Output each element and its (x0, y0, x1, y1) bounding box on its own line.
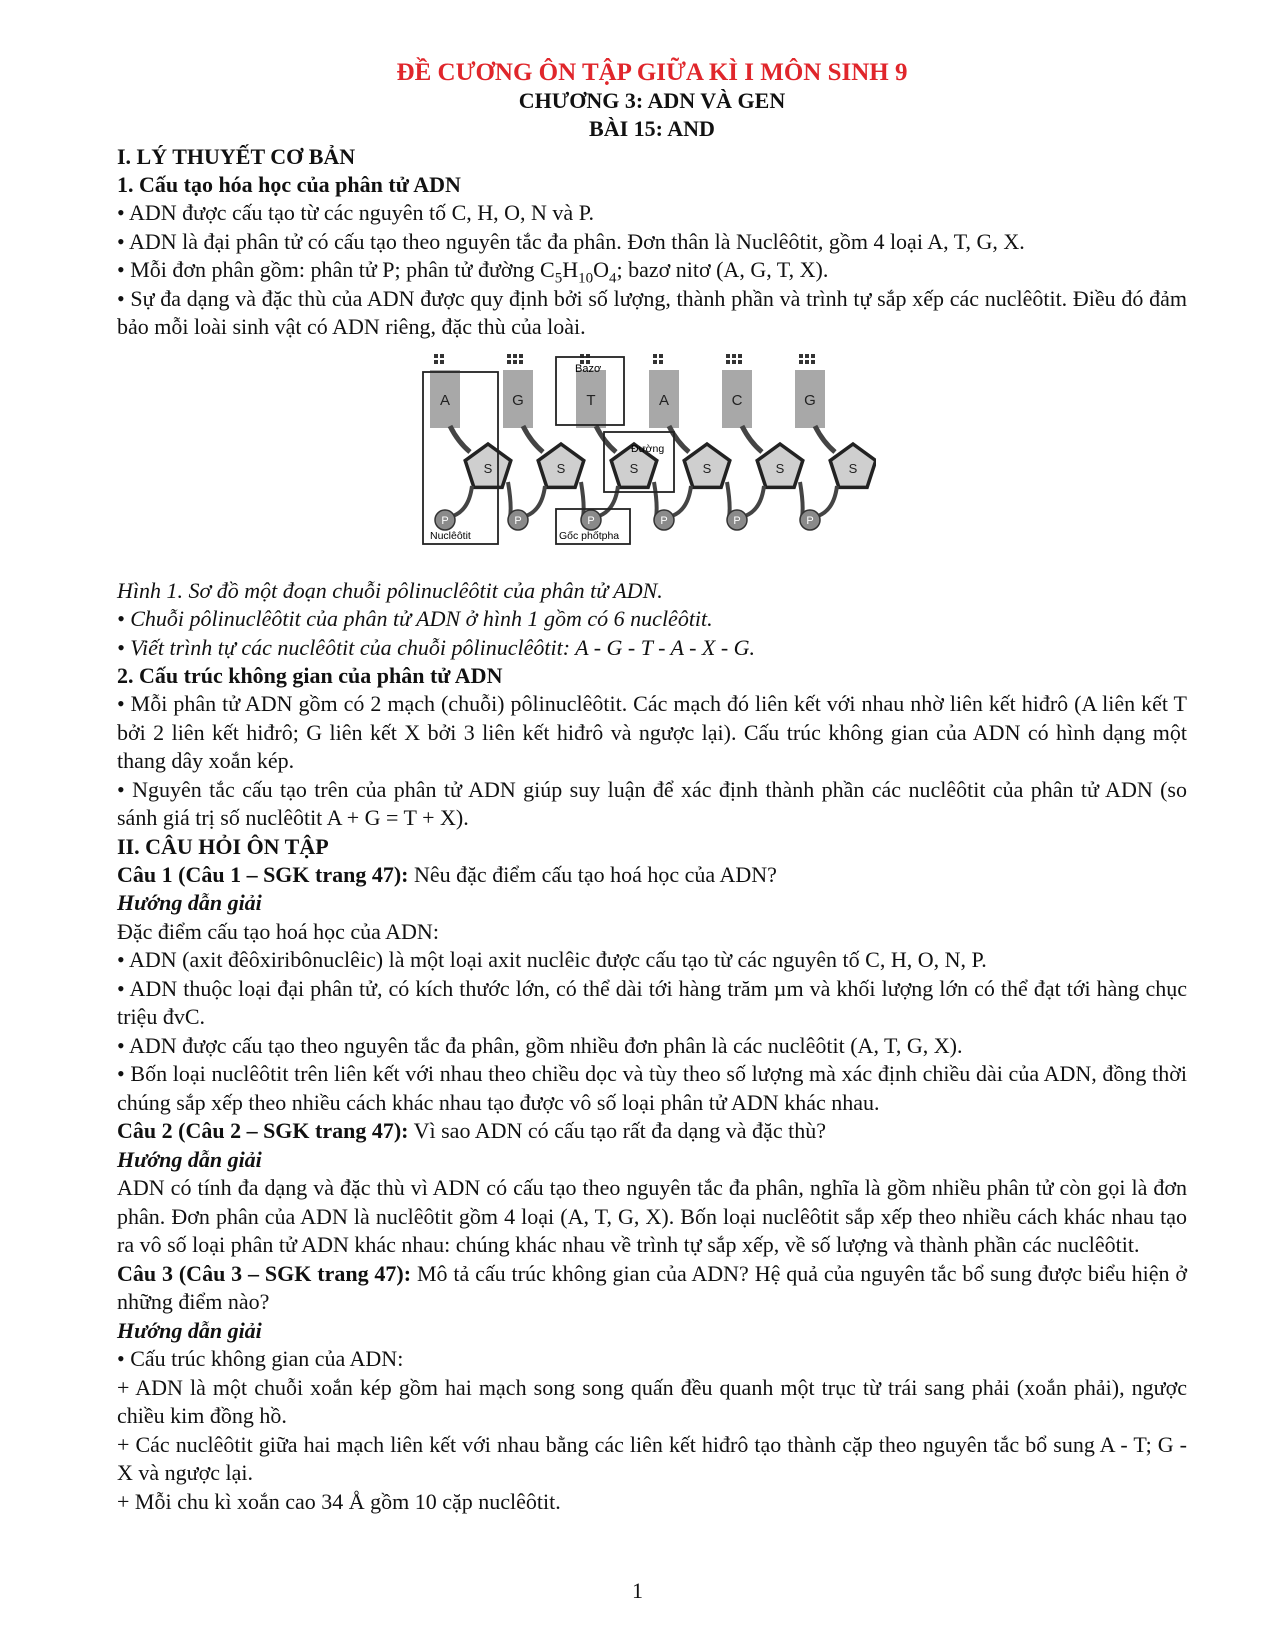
hydrogen-bond-dot (440, 354, 444, 358)
base-sugar-link (669, 426, 689, 452)
hydrogen-bond-dot (513, 354, 517, 358)
hydrogen-bond-dot (434, 354, 438, 358)
base-sugar-link (815, 426, 835, 452)
document-title: ĐỀ CƯƠNG ÔN TẬP GIỮA KÌ I MÔN SINH 9 (396, 59, 908, 86)
phosphodiester-link (727, 482, 730, 517)
answer-1-b2: • ADN thuộc loại đại phân tử, có kích thước lớn, có thể dài tới hàng trăm µm và khối lượng lớn có thể đạt tới hàng chục triệu đvC. (117, 975, 1187, 1029)
hydrogen-bond-dot (507, 360, 511, 364)
hydrogen-bond-dot (799, 360, 803, 364)
hydrogen-bond-dot (653, 354, 657, 358)
section-theory-heading: I. LÝ THUYẾT CƠ BẢN (117, 144, 356, 169)
nucleotide-label: Nuclêôtit (430, 529, 471, 542)
base-letter: C (731, 391, 743, 409)
base-letter: T (586, 391, 596, 409)
figure-note-sequence: • Viết trình tự các nuclêôtit của chuỗi pôlinuclêôtit: A - G - T - A - X - G. (117, 634, 756, 660)
hydrogen-bond-dot (513, 360, 517, 364)
bullet-principle: • Nguyên tắc cấu tạo trên của phân tử ADN giúp suy luận để xác định thành phần các nuclêôtit của phân tử ADN (so sánh giá trị số nuclêôtit A + G = T + X). (117, 776, 1187, 830)
hydrogen-bond-dot (519, 360, 523, 364)
base-sugar-link (523, 426, 543, 452)
hydrogen-bond-dot (507, 354, 511, 358)
figure-caption: Hình 1. Sơ đồ một đoạn chuỗi pôlinuclêôtit của phân tử ADN. (117, 577, 663, 603)
section-questions-heading: II. CÂU HỎI ÔN TẬP (117, 833, 329, 859)
base-letter: G (804, 391, 816, 409)
sugar-letter: S (775, 460, 785, 476)
answer-1-b3: • ADN được cấu tạo theo nguyên tắc đa phân, gồm nhiều đơn phân là các nuclêôtit (A, T, G, X). (117, 1032, 963, 1058)
document-page (117, 58, 1187, 1516)
hydrogen-bond-dot (732, 354, 736, 358)
hydrogen-bond-dot (811, 354, 815, 358)
base-letter: G (512, 391, 524, 409)
answer-1-intro: Đặc điểm cấu tạo hoá học của ADN: (117, 918, 439, 944)
answer-1-b4: • Bốn loại nuclêôtit trên liên kết với nhau theo chiều dọc và tùy theo số lượng mà xác định chiều dài của ADN, đồng thời chúng sắp xếp theo nhiều cách khác nhau tạo được vô số loại phân tử ADN khác nhau. (117, 1061, 1187, 1115)
answer-3-b2: + Các nuclêôtit giữa hai mạch liên kết với nhau bằng các liên kết hiđrô tạo thành cặp theo nguyên tắc bổ sung A - T; G - X và ngược lại. (117, 1431, 1187, 1485)
answer-3-intro: • Cấu trúc không gian của ADN: (117, 1346, 404, 1371)
base-letter: A (439, 391, 451, 409)
phosphate-letter: P (587, 514, 595, 527)
subsection-chemical-heading: 1. Cấu tạo hóa học của phân tử ADN (117, 172, 461, 197)
hydrogen-bond-dot (805, 354, 809, 358)
phosphate-letter: P (514, 514, 522, 527)
phosphodiester-link (654, 482, 657, 517)
phosphate-letter: P (733, 514, 741, 527)
hydrogen-bond-dot (440, 360, 444, 364)
phosphate-sugar-link (453, 486, 472, 516)
hydrogen-bond-dot (726, 360, 730, 364)
hydrogen-bond-dot (738, 360, 742, 364)
hydrogen-bond-dot (738, 354, 742, 358)
chapter-title: CHƯƠNG 3: ADN VÀ GEN (518, 88, 786, 113)
hydrogen-bond-dot (811, 360, 815, 364)
question-2: Câu 2 (Câu 2 – SGK trang 47): Vì sao ADN có cấu tạo rất đa dạng và đặc thù? (117, 1118, 826, 1143)
hydrogen-bond-dot (799, 354, 803, 358)
subsection-structure-heading: 2. Cấu trúc không gian của phân tử ADN (117, 663, 503, 688)
polynucleotide-diagram (416, 352, 876, 557)
phosphodiester-link (800, 482, 803, 517)
page-number: 1 (632, 1578, 643, 1603)
hydrogen-bond-dot (732, 360, 736, 364)
sugar-letter: S (629, 460, 639, 476)
phosphate-sugar-link (818, 486, 837, 516)
phosphate-sugar-link (745, 486, 764, 516)
answer-3-b3: + Mỗi chu kì xoắn cao 34 Å gồm 10 cặp nuclêôtit. (117, 1488, 561, 1514)
hydrogen-bond-dot (659, 354, 663, 358)
hydrogen-bond-dot (659, 360, 663, 364)
guide-label-1: Hướng dẫn giải (117, 890, 262, 915)
phosphate-label: Gốc phốtpha (559, 529, 620, 542)
base-sugar-link (596, 426, 616, 452)
bullet-monomer: • Mỗi đơn phân gồm: phân tử P; phân tử đường $C_5H_{10}O_4$; bazơ nitơ (A, G, T, X). (117, 257, 829, 287)
bullet-double-strand: • Mỗi phân tử ADN gồm có 2 mạch (chuỗi) pôlinuclêôtit. Các mạch đó liên kết với nhau nhờ liên kết hiđrô (A liên kết T bởi 2 liên kết hiđrô; G liên kết X bởi 3 liên kết hiđrô và ngược lại). Cấu trúc không gian của ADN có hình dạng một thang dây xoắn kép. (117, 691, 1187, 773)
answer-3-b1: + ADN là một chuỗi xoắn kép gồm hai mạch song song quấn đều quanh một trục từ trái sang phải (xoắn phải), ngược chiều kim đồng hồ. (117, 1374, 1187, 1428)
sugar-letter: S (848, 460, 858, 476)
sugar-label: Đường (631, 442, 665, 455)
question-1: Câu 1 (Câu 1 – SGK trang 47): Nêu đặc điểm cấu tạo hoá học của ADN? (117, 861, 777, 887)
base-label: Bazơ (575, 362, 602, 375)
sugar-letter: S (556, 460, 566, 476)
answer-1-b1: • ADN (axit đêôxiribônuclêic) là một loại axit nuclêic được cấu tạo từ các nguyên tố C, H, O, N, P. (117, 947, 987, 972)
base-letter: A (658, 391, 670, 409)
hydrogen-bond-dot (805, 360, 809, 364)
bullet-polymer: • ADN là đại phân tử có cấu tạo theo nguyên tắc đa phân. Đơn thân là Nuclêôtit, gồm 4 loại A, T, G, X. (117, 228, 1025, 254)
hydrogen-bond-dot (434, 360, 438, 364)
question-3: Câu 3 (Câu 3 – SGK trang 47): Mô tả cấu trúc không gian của ADN? Hệ quả của nguyên tắc bổ sung được biểu hiện ở những điểm nào? (117, 1260, 1187, 1314)
base-sugar-link (450, 426, 470, 452)
figure-note-count: • Chuỗi pôlinuclêôtit của phân tử ADN ở hình 1 gồm có 6 nuclêôtit. (117, 606, 713, 631)
answer-2: ADN có tính đa dạng và đặc thù vì ADN có cấu tạo theo nguyên tắc đa phân, nghĩa là gồm nhiều phân tử còn gọi là đơn phân. Đơn phân của ADN là nuclêôtit gồm 4 loại (A, T, G, X). Bốn loại nuclêôtit sắp xếp theo nhiều cách khác nhau tạo ra vô số loại phân tử ADN khác nhau: chúng khác nhau về trình tự sắp xếp, về số lượng và thành phần các nuclêôtit. (117, 1175, 1187, 1257)
guide-label-2: Hướng dẫn giải (117, 1146, 262, 1172)
hydrogen-bond-dot (726, 354, 730, 358)
hydrogen-bond-dot (653, 360, 657, 364)
phosphate-sugar-link (599, 486, 618, 516)
phosphate-sugar-link (526, 486, 545, 516)
phosphate-letter: P (660, 514, 668, 527)
figure-container (117, 342, 1187, 577)
guide-label-3: Hướng dẫn giải (117, 1317, 262, 1343)
phosphate-letter: P (441, 514, 449, 527)
phosphodiester-link (581, 482, 584, 517)
phosphate-letter: P (806, 514, 814, 527)
base-sugar-link (742, 426, 762, 452)
phosphodiester-link (508, 482, 511, 517)
sugar-letter: S (483, 460, 493, 476)
sugar-letter: S (702, 460, 712, 476)
lesson-title: BÀI 15: AND (589, 116, 715, 141)
bullet-elements: • ADN được cấu tạo từ các nguyên tố C, H, O, N và P. (117, 200, 594, 225)
hydrogen-bond-dot (519, 354, 523, 358)
bullet-diversity: • Sự đa dạng và đặc thù của ADN được quy định bởi số lượng, thành phần và trình tự sắp xếp các nuclêôtit. Điều đó đảm bảo mỗi loài sinh vật có ADN riêng, đặc thù của loài. (117, 285, 1187, 339)
